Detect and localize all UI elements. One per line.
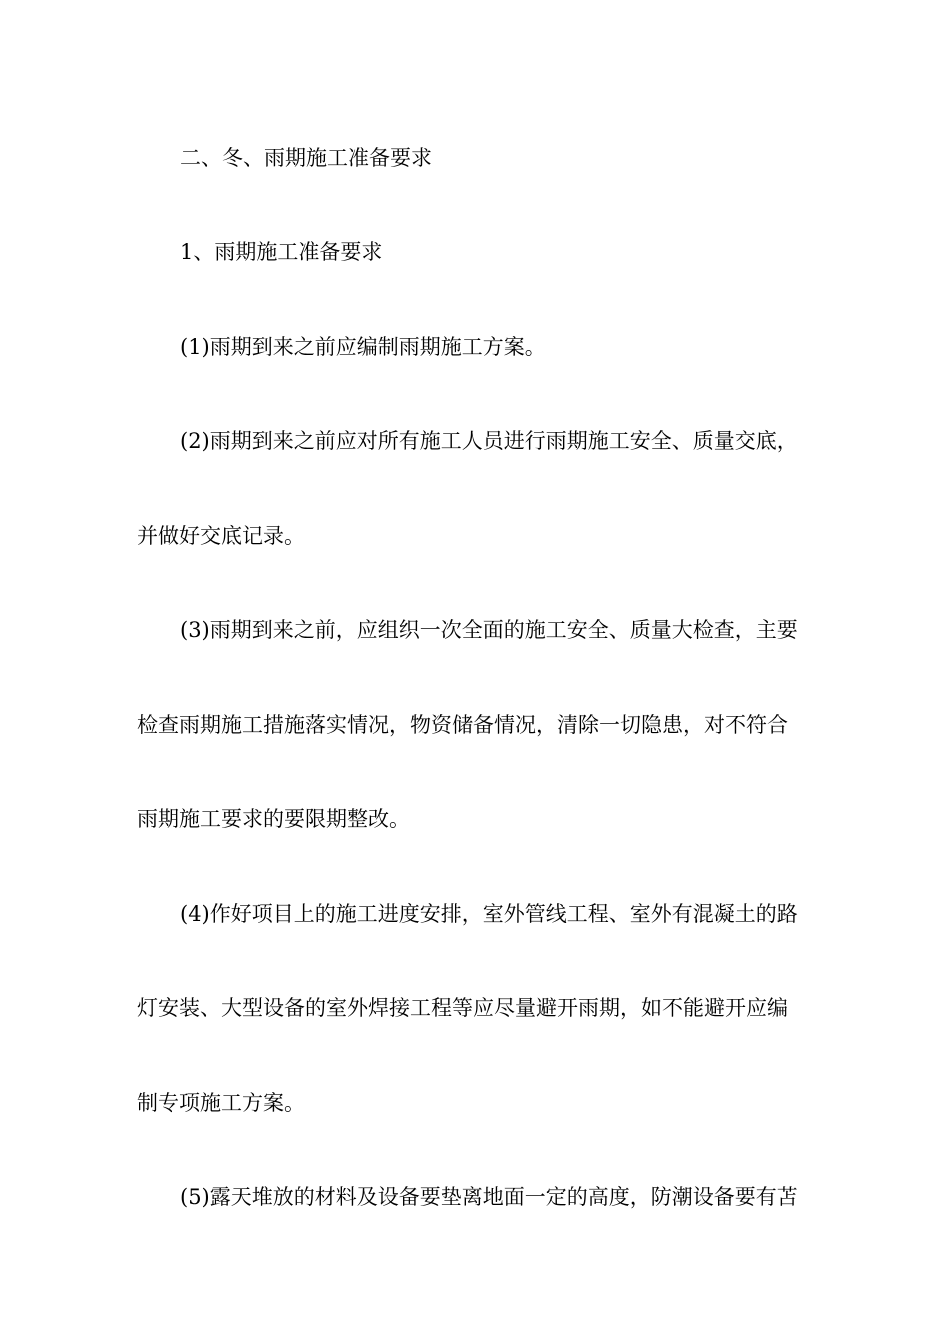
subsection-heading: 1、雨期施工准备要求: [180, 240, 383, 264]
paragraph-line: 灯安装、大型设备的室外焊接工程等应尽量避开雨期，如不能避开应编: [137, 996, 788, 1020]
paragraph-line: (1)雨期到来之前应编制雨期施工方案。: [180, 335, 546, 359]
paragraph-line: 雨期施工要求的要限期整改。: [137, 807, 410, 831]
paragraph-line: 并做好交底记录。: [137, 524, 305, 548]
paragraph-line: (5)露天堆放的材料及设备要垫离地面一定的高度，防潮设备要有苫: [180, 1185, 798, 1209]
paragraph-line: (4)作好项目上的施工进度安排，室外管线工程、室外有混凝土的路: [180, 902, 798, 926]
paragraph-line: 检查雨期施工措施落实情况，物资储备情况，清除一切隐患，对不符合: [137, 713, 788, 737]
section-heading: 二、冬、雨期施工准备要求: [180, 146, 432, 170]
paragraph-line: 制专项施工方案。: [137, 1091, 305, 1115]
paragraph-line: (2)雨期到来之前应对所有施工人员进行雨期施工安全、质量交底，: [180, 429, 798, 453]
paragraph-line: (3)雨期到来之前，应组织一次全面的施工安全、质量大检查，主要: [180, 618, 798, 642]
